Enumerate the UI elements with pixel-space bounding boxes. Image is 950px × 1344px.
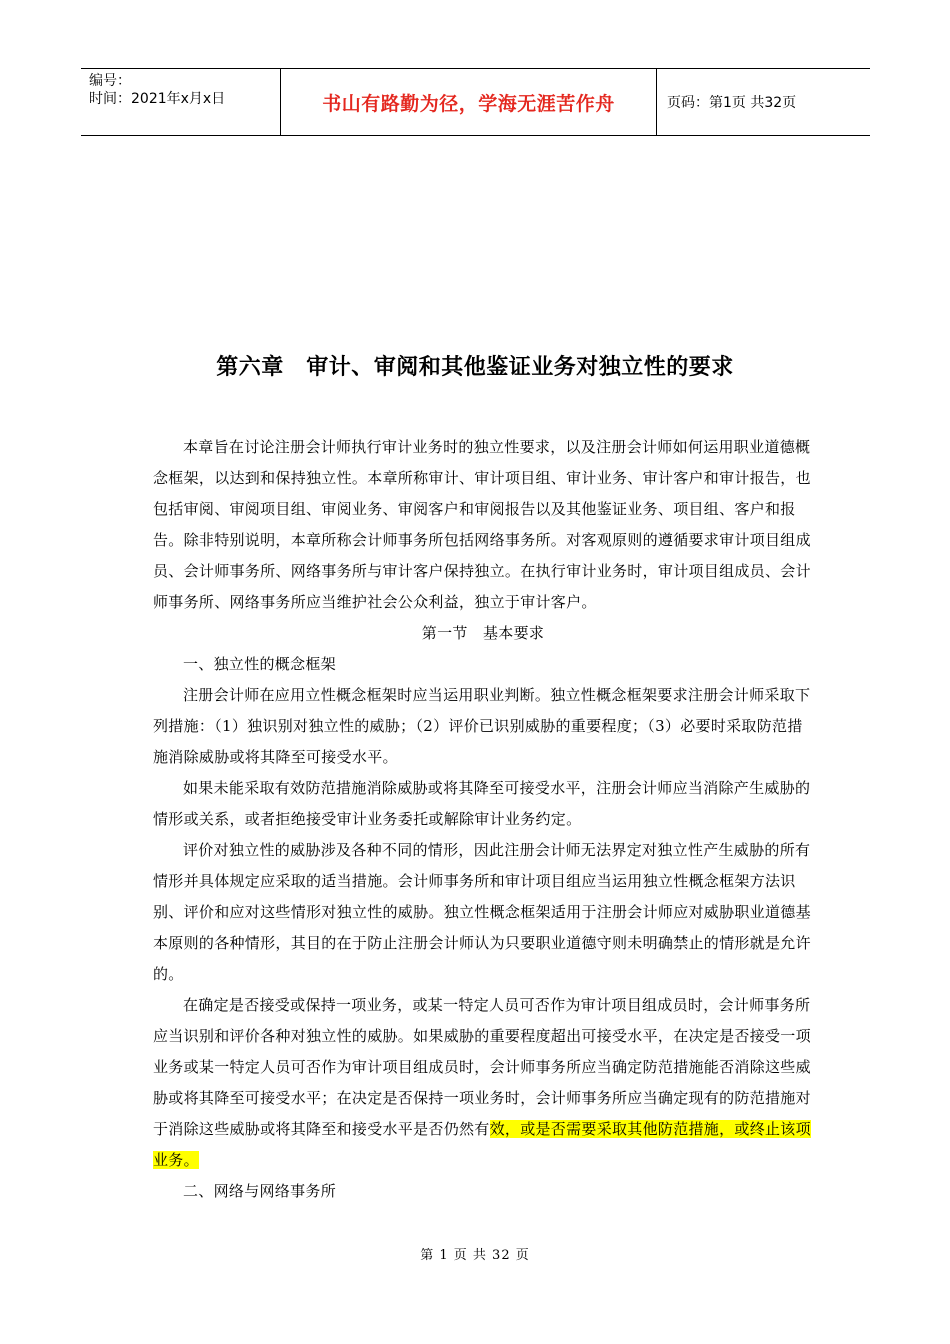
page-footer: 第 1 页 共 32 页 [420,1248,530,1263]
paragraph-2: 如果未能采取有效防范措施消除威胁或将其降至可接受水平，注册会计师应当消除产生威胁的情形或关系，或者拒绝接受审计业务委托或解除审计业务约定。 [153,779,811,828]
highlighted-text: 效，或是否需要采取其他防范措施，或终止该项业务。 [153,1120,811,1169]
heading-independence-framework: 一、独立性的概念框架 [183,655,337,673]
paragraph-4 [153,990,813,1176]
header-meta [81,69,281,135]
paragraph-1: 注册会计师在应用立性概念框架时应当运用职业判断。独立性概念框架要求注册会计师采取下列措施：（1）独识别对独立性的威胁；（2）评价已识别威胁的重要程度；（3）必要时采取防范措施消除威胁或将其降至可接受水平。 [153,686,811,766]
header-page-info: 页码：第1页 共32页 [667,95,797,111]
paragraph-3: 评价对独立性的威胁涉及各种不同的情形，因此注册会计师无法界定对独立性产生威胁的所有情形并具体规定应采取的适当措施。会计师事务所和审计项目组应当运用独立性概念框架方法识别、评价和应对这些情形对独立性的威胁。独立性概念框架适用于注册会计师应对威胁职业道德基本原则的各种情形，其目的在于防止注册会计师认为只要职业道德守则未明确禁止的情形就是允许的。 [153,841,811,983]
section-title: 第一节 基本要求 [421,624,545,642]
document-date: 时间：2021年x月x日 [89,91,226,107]
intro-paragraph: 本章旨在讨论注册会计师执行审计业务时的独立性要求，以及注册会计师如何运用职业道德概念框架，以达到和保持独立性。本章所称审计、审计项目组、审计业务、审计客户和审计报告，也包括审阅、审阅项目组、审阅业务、审阅客户和审阅报告以及其他鉴证业务、项目组、客户和报告。除非特别说明，本章所称会计师事务所包括网络事务所。对客观原则的遵循要求审计项目组成员、会计师事务所、网络事务所与审计客户保持独立。在执行审计业务时，审计项目组成员、会计师事务所、网络事务所应当维护社会公众利益，独立于审计客户。 [153,438,811,611]
header-motto: 书山有路勤为径，学海无涯苦作舟 [281,69,657,135]
heading-network-firms: 二、网络与网络事务所 [183,1182,337,1200]
page-header [81,68,870,136]
document-body [153,432,813,1207]
document-number-label: 编号： [89,73,131,89]
chapter-title: 第六章 审计、审阅和其他鉴证业务对独立性的要求 [216,355,734,380]
paragraph-4-text: 在确定是否接受或保持一项业务，或某一特定人员可否作为审计项目组成员时，会计师事务所应当识别和评价各种对独立性的威胁。如果威胁的重要程度超出可接受水平，在决定是否接受一项业务或某一特定人员可否作为审计项目组成员时，会计师事务所应当确定防范措施能否消除这些威胁或将其降至可接受水平；在决定是否保持一项业务时，会计师事务所应当确定现有的防范措施对于消除这些威胁或将其降至和接受水平是否仍然有 [153,996,811,1138]
